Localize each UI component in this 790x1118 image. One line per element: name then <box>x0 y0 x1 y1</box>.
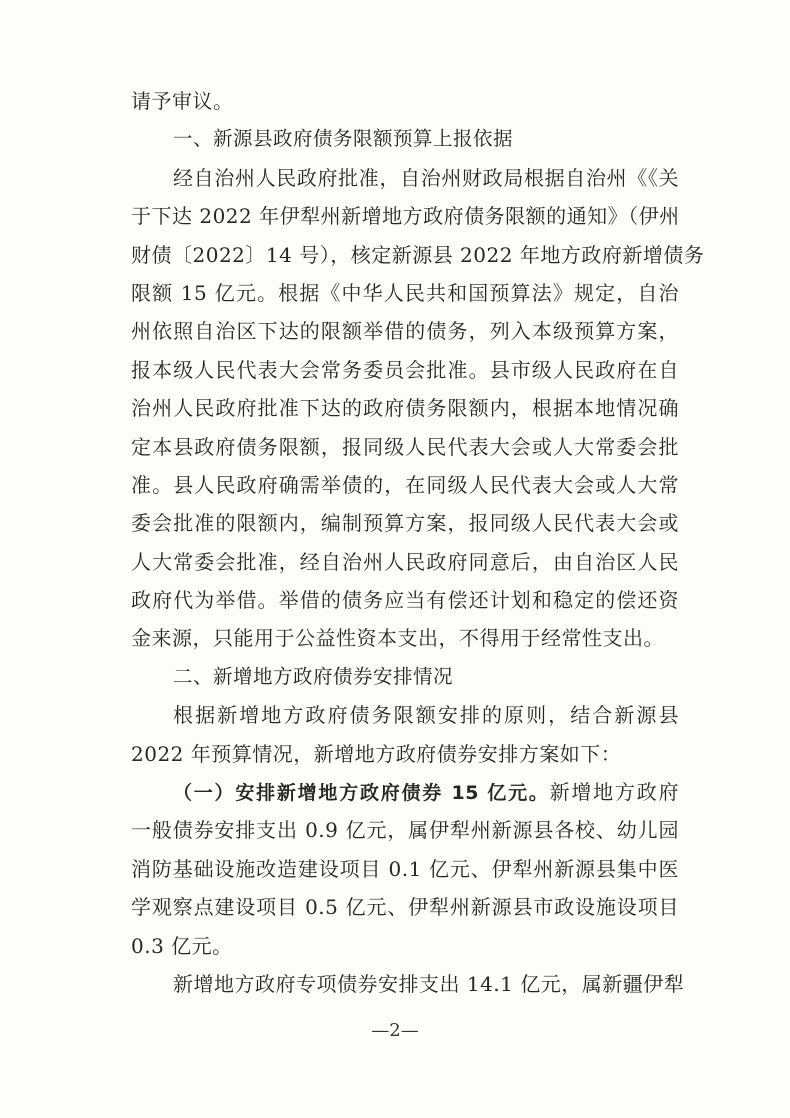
text-line: 准。县人民政府确需举债的，在同级人民代表大会或人大常 <box>131 472 679 497</box>
subsection-heading: （一）安排新增地方政府债券 15 亿元。 <box>173 782 550 805</box>
text-line: 人大常委会批准，经自治州人民政府同意后，由自治区人民 <box>131 549 679 574</box>
page-number: —2— <box>371 1020 419 1041</box>
text-line: 0.3 亿元。 <box>131 933 233 958</box>
text-line: 限额 15 亿元。根据《中华人民共和国预算法》规定，自治 <box>131 280 679 305</box>
text-line: 定本县政府债务限额，报同级人民代表大会或人大常委会批 <box>131 434 679 459</box>
text-line: 委会批准的限额内，编制预算方案，报同级人民代表大会或 <box>131 511 679 536</box>
text-line: 于下达 2022 年伊犁州新增地方政府债务限额的通知》（伊州 <box>131 204 680 229</box>
text-line: 学观察点建设项目 0.5 亿元、伊犁州新源县市政设施设项目 <box>131 895 679 920</box>
text-line: 根据新增地方政府债务限额安排的原则，结合新源县 <box>173 703 679 728</box>
text-line: 新增地方政府专项债券安排支出 14.1 亿元，属新疆伊犁 <box>173 971 685 996</box>
text-line: 治州人民政府批准下达的政府债务限额内，根据本地情况确 <box>131 396 679 421</box>
text-line: 经自治州人民政府批准，自治州财政局根据自治州《《关 <box>173 165 679 190</box>
text-line: 一般债券安排支出 0.9 亿元，属伊犁州新源县各校、幼儿园 <box>131 818 679 843</box>
text-line: 2022 年预算情况，新增地方政府债券安排方案如下： <box>131 741 622 766</box>
text-line: 请予审议。 <box>131 89 234 113</box>
text-line <box>131 773 679 811</box>
document-body <box>131 82 705 1003</box>
section-heading-1: 一、新源县政府债务限额预算上报依据 <box>173 127 514 151</box>
text-line: 报本级人民代表大会常务委员会批准。县市级人民政府在自 <box>131 357 679 382</box>
text-line: 政府代为举借。举借的债务应当有偿还计划和稳定的偿还资 <box>131 588 679 613</box>
text-line: 消防基础设施改造建设项目 0.1 亿元、伊犁州新源县集中医 <box>131 856 679 881</box>
text-line: 州依照自治区下达的限额举借的债务，列入本级预算方案， <box>131 319 679 344</box>
text-line-continuation: 新增地方政府 <box>549 780 680 805</box>
text-line: 财债〔2022〕14 号），核定新源县 2022 年地方政府新增债务 <box>131 242 705 267</box>
section-heading-2: 二、新增地方政府债券安排情况 <box>173 664 454 688</box>
text-line: 金来源，只能用于公益性资本支出，不得用于经常性支出。 <box>131 626 664 651</box>
